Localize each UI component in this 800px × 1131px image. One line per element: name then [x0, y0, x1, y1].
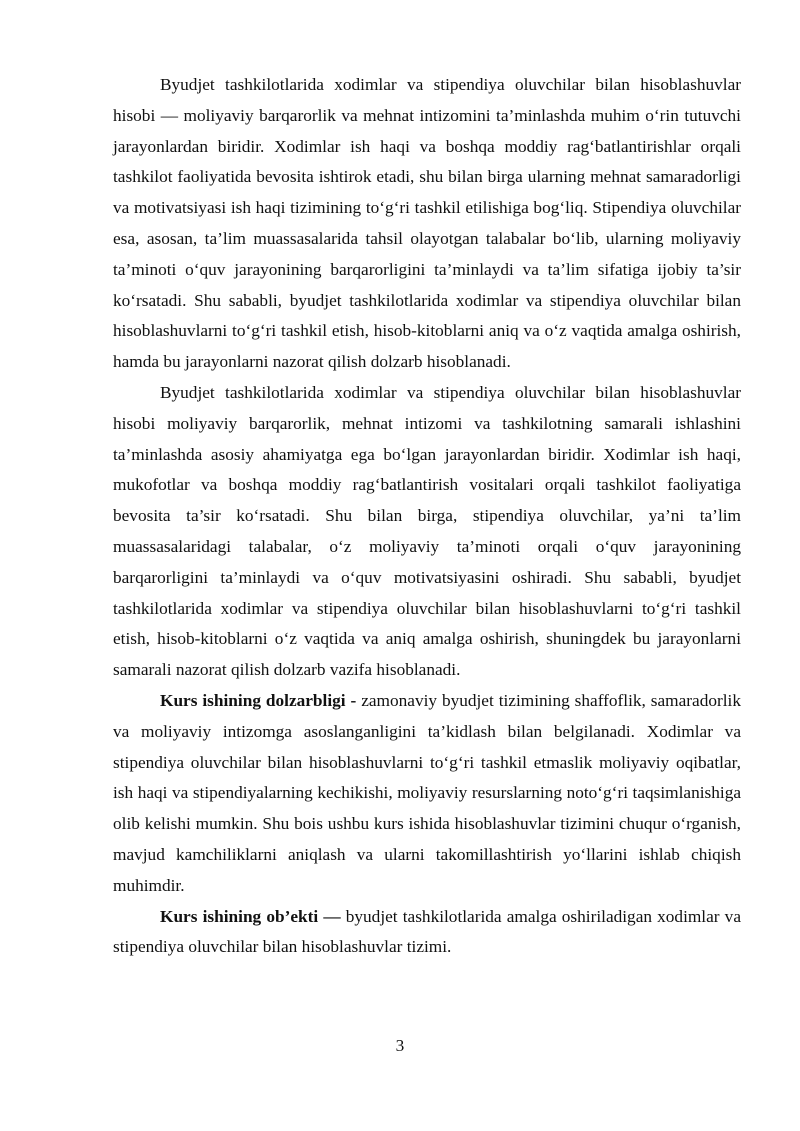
relevance-heading: Kurs ishining dolzarbligi - — [160, 690, 357, 710]
relevance-text: zamonaviy byudjet tizimining shaffoflik, samaradorlik va moliyaviy intizomga asoslanganligini ta’kidlash bilan belgilanadi. Xodimlar va stipendiya oluvchilar bilan hisoblashuvlarni to‘g‘ri tashkil etmaslik moliyaviy oqibatlar, ish haqi va stipendiyalarning kechikishi, moliyaviy resurslarning noto‘g‘ri taqsimlanishiga olib kelishi mumkin. Shu bois ushbu kurs ishida hisoblashuvlar tizimini chuqur o‘rganish, mavjud kamchiliklarni aniqlash va ularni takomillashtirish yo‘llarini ishlab chiqish muhimdir. — [113, 690, 741, 895]
paragraph-2-text: Byudjet tashkilotlarida xodimlar va stipendiya oluvchilar bilan hisoblashuvlar hisobi moliyaviy barqarorlik, mehnat intizomi va tashkilotning samarali ishlashini ta’minlashda asosiy ahamiyatga ega bo‘lgan jarayonlardan biridir. Xodimlar ish haqi, mukofotlar va boshqa moddiy rag‘batlantirish vositalari orqali tashkilot faoliyatiga bevosita ta’sir ko‘rsatadi. Shu bilan birga, stipendiya oluvchilar, ya’ni ta’lim muassasalaridagi talabalar, o‘z moliyaviy ta’minoti orqali o‘quv jarayonining barqarorligini ta’minlaydi va o‘quv motivatsiyasini oshiradi. Shu sababli, byudjet tashkilotlarida xodimlar va stipendiya oluvchilar bilan hisoblashuvlarni to‘g‘ri tashkil etish, hisob-kitoblarni o‘z vaqtida va aniq amalga oshirish, shuningdek bu jarayonlarni samarali nazorat qilish dolzarb vazifa hisoblanadi. — [113, 382, 741, 680]
paragraph-object — [113, 902, 741, 964]
object-text: byudjet tashkilotlarida amalga oshiriladigan xodimlar va stipendiya oluvchilar bilan hisoblashuvlar tizimi. — [113, 906, 741, 957]
paragraph-relevance — [113, 686, 741, 902]
document-body — [113, 70, 741, 963]
paragraph-1 — [113, 70, 741, 378]
paragraph-1-text: Byudjet tashkilotlarida xodimlar va stipendiya oluvchilar bilan hisoblashuvlar hisobi — moliyaviy barqarorlik va mehnat intizomini ta’minlashda muhim o‘rin tutuvchi jarayonlardan biridir. Xodimlar ish haqi va boshqa moddiy rag‘batlantirishlar orqali tashkilot faoliyatida bevosita ishtirok etadi, shu bilan birga ularning mehnat samaradorligi va motivatsiyasi ish haqi tizimining to‘g‘ri tashkil etilishiga bog‘liq. Stipendiya oluvchilar esa, asosan, ta’lim muassasalarida tahsil olayotgan talabalar bo‘lib, ularning moliyaviy ta’minoti o‘quv jarayonining barqarorligini ta’minlaydi va ta’lim sifatiga ijobiy ta’sir ko‘rsatadi. Shu sababli, byudjet tashkilotlarida xodimlar va stipendiya oluvchilar bilan hisoblashuvlarni to‘g‘ri tashkil etish, hisob-kitoblarni aniq va o‘z vaqtida amalga oshirish, hamda bu jarayonlarni nazorat qilish dolzarb hisoblanadi. — [113, 75, 741, 372]
object-heading: Kurs ishining ob’ekti — — [160, 906, 341, 926]
paragraph-2 — [113, 378, 741, 686]
page-number: 3 — [395, 1036, 405, 1055]
